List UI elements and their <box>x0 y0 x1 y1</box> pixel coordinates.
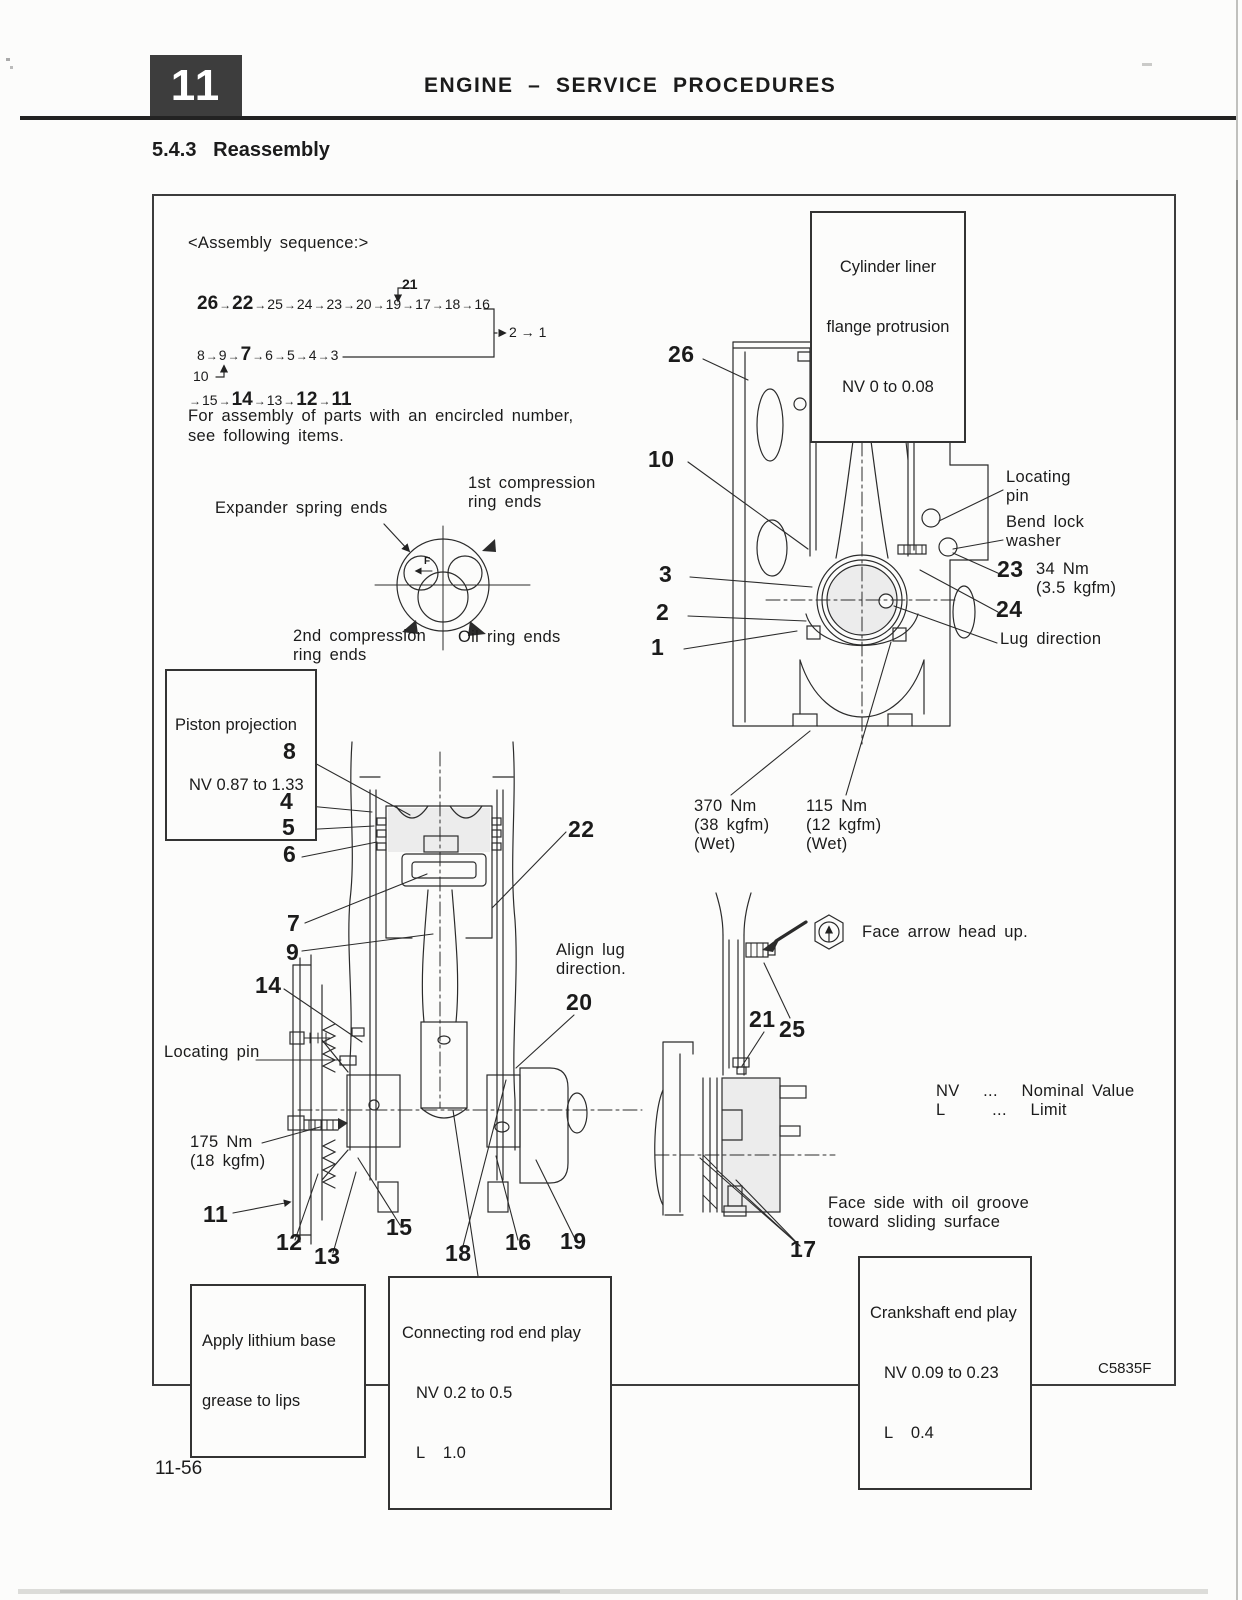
expander-spring-label: Expander spring ends <box>215 499 388 517</box>
sequence-arrow: → <box>227 349 240 363</box>
seq-number: 11 <box>331 389 352 410</box>
piston-projection-line1: Piston projection <box>175 716 297 734</box>
callout-24: 24 <box>996 596 1023 622</box>
locating-pin-right-label-2: pin <box>1006 487 1029 505</box>
chapter-number-box <box>150 55 242 117</box>
callout-21: 21 <box>749 1006 776 1032</box>
seq-number: 16 <box>474 296 490 312</box>
sequence-arrow: → <box>254 298 267 312</box>
seq-number: 25 <box>267 296 283 312</box>
seq-number: 4 <box>308 347 317 363</box>
legend-limit: L ... Limit <box>936 1101 1067 1119</box>
seq-number: 22 <box>232 293 254 314</box>
sequence-arrow: → <box>372 298 385 312</box>
lug-direction-label: Lug direction <box>1000 630 1102 648</box>
callout-2: 2 <box>656 599 670 625</box>
locating-pin-right-label-1: Locating <box>1006 468 1071 486</box>
callout-22: 22 <box>568 816 595 842</box>
locating-pin-left-label: Locating pin <box>164 1043 260 1061</box>
cylinder-liner-box <box>810 211 966 443</box>
callout-13: 13 <box>314 1243 341 1269</box>
callout-20: 20 <box>566 989 593 1015</box>
sequence-arrow: → <box>283 394 296 408</box>
callout-3: 3 <box>659 561 673 587</box>
sequence-arrow: → <box>189 394 201 408</box>
sequence-note-line2: see following items. <box>188 427 344 445</box>
sequence-arrow: → <box>295 349 308 363</box>
bend-lock-washer-label-2: washer <box>1006 532 1061 550</box>
sequence-branch-2-1: 2 → 1 <box>509 324 547 340</box>
seq-number: 12 <box>296 389 318 410</box>
callout-6: 6 <box>283 841 297 867</box>
sequence-arrow: → <box>343 298 356 312</box>
callout-25: 25 <box>779 1016 806 1042</box>
seq-number: 23 <box>326 296 343 312</box>
sequence-note-line1: For assembly of parts with an encircled number, <box>188 407 574 425</box>
crank-play-line1: Crankshaft end play <box>870 1304 1017 1322</box>
sequence-arrow: → <box>205 349 218 363</box>
bend-lock-washer-label-1: Bend lock <box>1006 513 1085 531</box>
piston-projection-line2: NV 0.87 to 1.33 <box>189 776 304 794</box>
sequence-arrow: → <box>318 394 331 408</box>
conrod-play-line1: Connecting rod end play <box>402 1324 581 1342</box>
sequence-arrow: → <box>218 394 231 408</box>
conrod-end-play-box <box>388 1276 612 1510</box>
seq-number: 3 <box>330 347 339 363</box>
oil-groove-label-1: Face side with oil groove <box>828 1194 1030 1212</box>
seq-number: 5 <box>286 347 295 363</box>
oil-ring-label: Oil ring ends <box>458 628 561 646</box>
callout-11: 11 <box>203 1201 229 1227</box>
second-ring-label-1: 2nd compression <box>293 627 427 645</box>
sequence-arrow: → <box>219 298 232 312</box>
second-ring-label-2: ring ends <box>293 646 367 664</box>
seq-number: 19 <box>385 296 402 312</box>
seq-number: 20 <box>356 296 372 312</box>
seq-number: 6 <box>265 347 273 363</box>
callout-10: 10 <box>648 446 675 472</box>
sequence-arrow: → <box>431 298 444 312</box>
cylinder-liner-line1: Cylinder liner <box>839 258 937 276</box>
section-heading: 5.4.3 Reassembly <box>152 139 330 161</box>
torque-115nm-label-1: 115 Nm <box>806 797 868 815</box>
sequence-arrow: → <box>317 349 330 363</box>
page-title: ENGINE – SERVICE PROCEDURES <box>424 74 837 97</box>
legend-nominal-value: NV ... Nominal Value <box>936 1082 1135 1100</box>
grease-line1: Apply lithium base <box>202 1332 336 1350</box>
front-mark: F <box>424 556 431 567</box>
torque-370nm-label-1: 370 Nm <box>694 797 757 815</box>
align-lug-label-2: direction. <box>556 960 626 978</box>
sequence-arrow: → <box>253 394 266 408</box>
callout-1: 1 <box>651 634 665 660</box>
align-lug-label-1: Align lug <box>556 941 625 959</box>
torque-115nm-label-2: (12 kgfm) <box>806 816 882 834</box>
seq-number: 18 <box>444 296 461 312</box>
callout-15: 15 <box>386 1214 413 1240</box>
callout-16: 16 <box>505 1229 532 1255</box>
sequence-arrow: → <box>313 298 326 312</box>
callout-14: 14 <box>255 972 282 998</box>
assembly-sequence-row1 <box>197 293 490 315</box>
torque-370nm-label-3: (Wet) <box>694 835 736 853</box>
torque-34nm-label-2: (3.5 kgfm) <box>1036 579 1117 597</box>
lithium-grease-box <box>190 1284 366 1458</box>
seq-number: 17 <box>415 296 431 312</box>
conrod-play-line2: NV 0.2 to 0.5 <box>416 1384 513 1402</box>
callout-26: 26 <box>668 341 695 367</box>
callout-17: 17 <box>790 1236 817 1262</box>
sequence-branch-21: 21 <box>402 276 418 292</box>
torque-370nm-label-2: (38 kgfm) <box>694 816 770 834</box>
seq-number: 8 <box>197 347 205 363</box>
torque-34nm-label-1: 34 Nm <box>1036 560 1090 578</box>
seq-number: 15 <box>202 392 218 408</box>
callout-7: 7 <box>287 910 301 936</box>
conrod-play-line3: L 1.0 <box>416 1444 466 1462</box>
seq-number: 7 <box>240 344 252 365</box>
sequence-arrow: → <box>273 349 286 363</box>
sequence-arrow: → <box>402 298 415 312</box>
callout-12: 12 <box>276 1229 303 1255</box>
seq-number: 13 <box>266 392 283 408</box>
crankshaft-end-play-box <box>858 1256 1032 1490</box>
grease-line2: grease to lips <box>202 1392 301 1410</box>
crank-play-line3: L 0.4 <box>884 1424 934 1442</box>
torque-115nm-label-3: (Wet) <box>806 835 848 853</box>
chapter-number: 11 <box>170 61 222 110</box>
assembly-sequence-row2 <box>197 344 338 366</box>
first-ring-label-1: 1st compression <box>468 474 596 492</box>
callout-5: 5 <box>282 814 296 840</box>
callout-18: 18 <box>445 1240 472 1266</box>
torque-175nm-label-1: 175 Nm <box>190 1133 253 1151</box>
sequence-arrow: → <box>283 298 296 312</box>
sequence-arrow: → <box>461 298 474 312</box>
callout-8: 8 <box>283 738 297 764</box>
assembly-sequence-title: <Assembly sequence:> <box>188 234 369 252</box>
seq-number: 24 <box>296 296 313 312</box>
page-number: 11-56 <box>155 1458 203 1479</box>
first-ring-label-2: ring ends <box>468 493 542 511</box>
seq-number: 9 <box>218 347 227 363</box>
figure-code: C5835F <box>1098 1360 1152 1377</box>
sequence-feeder-10: 10 <box>193 368 209 384</box>
cylinder-liner-line3: NV 0 to 0.08 <box>842 378 934 396</box>
callout-23: 23 <box>997 556 1024 582</box>
seq-number: 26 <box>197 293 219 314</box>
sequence-arrow: → <box>252 349 265 363</box>
torque-175nm-label-2: (18 kgfm) <box>190 1152 266 1170</box>
face-arrow-label: Face arrow head up. <box>862 923 1029 941</box>
cylinder-liner-line2: flange protrusion <box>826 318 950 336</box>
oil-groove-label-2: toward sliding surface <box>828 1213 1001 1231</box>
callout-9: 9 <box>286 939 300 965</box>
crank-play-line2: NV 0.09 to 0.23 <box>884 1364 999 1382</box>
callout-19: 19 <box>560 1228 587 1254</box>
seq-number: 14 <box>231 389 253 410</box>
callout-4: 4 <box>280 788 294 814</box>
